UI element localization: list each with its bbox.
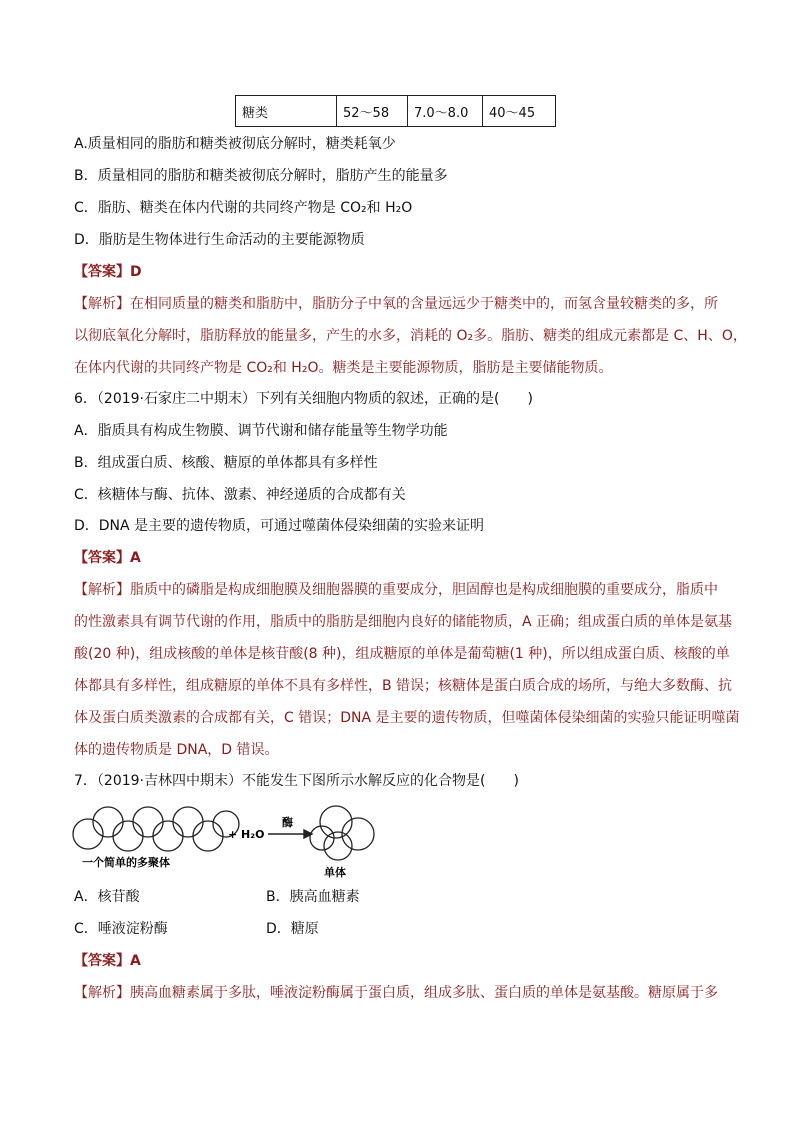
- reaction-arrow: [268, 830, 312, 838]
- table-cell: 糖类: [236, 96, 337, 127]
- q6-analysis-line: 酸(20 种)，组成核酸的单体是核苷酸(8 种)，组成糖原的单体是葡萄糖(1 种)，所以组成蛋白质、核酸的单: [74, 646, 730, 662]
- q6-analysis-line: 的性激素具有调节代谢的作用，脂质中的脂肪是细胞内良好的储能物质，A 正确；组成蛋白质的单体是氨基: [74, 614, 733, 630]
- q5-analysis-line: 【解析】在相同质量的糖类和脂肪中，脂肪分子中氧的含量远远少于糖类中的，而氢含量较糖类的多，所: [74, 296, 718, 312]
- table-cell: 40～45: [483, 96, 556, 127]
- q5-option-d: D．脂肪是生物体进行生命活动的主要能源物质: [74, 232, 365, 248]
- q7-option-d: D．糖原: [266, 921, 319, 937]
- q6-analysis-line: 体都具有多样性，组成糖原的单体不具有多样性，B 错误；核糖体是蛋白质合成的场所，与绝大多数酶、抗: [74, 678, 733, 694]
- polymer-label: 一个简单的多聚体: [82, 856, 170, 869]
- q5-analysis-line: 以彻底氧化分解时，脂肪释放的能量多，产生的水多，消耗的 O₂多。脂肪、糖类的组成元素都是 C、H、O，: [74, 328, 747, 344]
- enzyme-label: 酶: [282, 816, 293, 829]
- monomer-shape: [310, 806, 374, 860]
- q7-stem: 7．（2019·吉林四中期末）不能发生下图所示水解反应的化合物是( ): [74, 773, 519, 789]
- water-label: + H₂O: [228, 828, 265, 841]
- q7-answer: 【答案】A: [74, 953, 141, 969]
- q5-answer: 【答案】D: [74, 264, 142, 280]
- q6-analysis-line: 体的遗传物质是 DNA，D 错误。: [74, 742, 279, 758]
- q7-option-b: B．胰高血糖素: [266, 889, 360, 905]
- polymer-chain: [73, 807, 239, 851]
- q6-stem: 6．（2019·石家庄二中期末）下列有关细胞内物质的叙述，正确的是( ): [74, 391, 533, 407]
- q6-answer: 【答案】A: [74, 550, 141, 566]
- q6-option-c: C．核糖体与酶、抗体、激素、神经递质的合成都有关: [74, 487, 406, 503]
- q7-analysis-line: 【解析】胰高血糖素属于多肽，唾液淀粉酶属于蛋白质，组成多肽、蛋白质的单体是氨基酸。糖原属于多: [74, 985, 718, 1001]
- q6-analysis-line: 体及蛋白质类激素的合成都有关，C 错误；DNA 是主要的遗传物质，但噬菌体侵染细菌的实验只能证明噬菌: [74, 710, 740, 726]
- monomer-label: 单体: [324, 866, 346, 879]
- q5-option-c: C．脂肪、糖类在体内代谢的共同终产物是 CO₂和 H₂O: [74, 200, 413, 216]
- table-cell: 52～58: [337, 96, 408, 127]
- q6-option-a: A．脂质具有构成生物膜、调节代谢和储存能量等生物学功能: [74, 423, 448, 439]
- q5-analysis-line: 在体内代谢的共同终产物是 CO₂和 H₂O。糖类是主要能源物质，脂肪是主要储能物质。: [74, 360, 613, 376]
- q7-option-a: A．核苷酸: [74, 889, 140, 905]
- table-row: [236, 96, 556, 127]
- q5-option-a: A.质量相同的脂肪和糖类被彻底分解时，糖类耗氧少: [74, 136, 396, 152]
- q5-option-b: B．质量相同的脂肪和糖类被彻底分解时，脂肪产生的能量多: [74, 168, 448, 184]
- data-table: [235, 95, 556, 127]
- table-cell: 7.0～8.0: [408, 96, 483, 127]
- q7-option-c: C．唾液淀粉酶: [74, 921, 168, 937]
- q6-analysis-line: 【解析】脂质中的磷脂是构成细胞膜及细胞器膜的重要成分，胆固醇也是构成细胞膜的重要成分，脂质中: [74, 582, 718, 598]
- q6-option-d: D．DNA 是主要的遗传物质，可通过噬菌体侵染细菌的实验来证明: [74, 518, 485, 534]
- hydrolysis-diagram-svg: [68, 800, 398, 882]
- q6-option-b: B．组成蛋白质、核酸、糖原的单体都具有多样性: [74, 455, 378, 471]
- hydrolysis-diagram: [68, 800, 398, 882]
